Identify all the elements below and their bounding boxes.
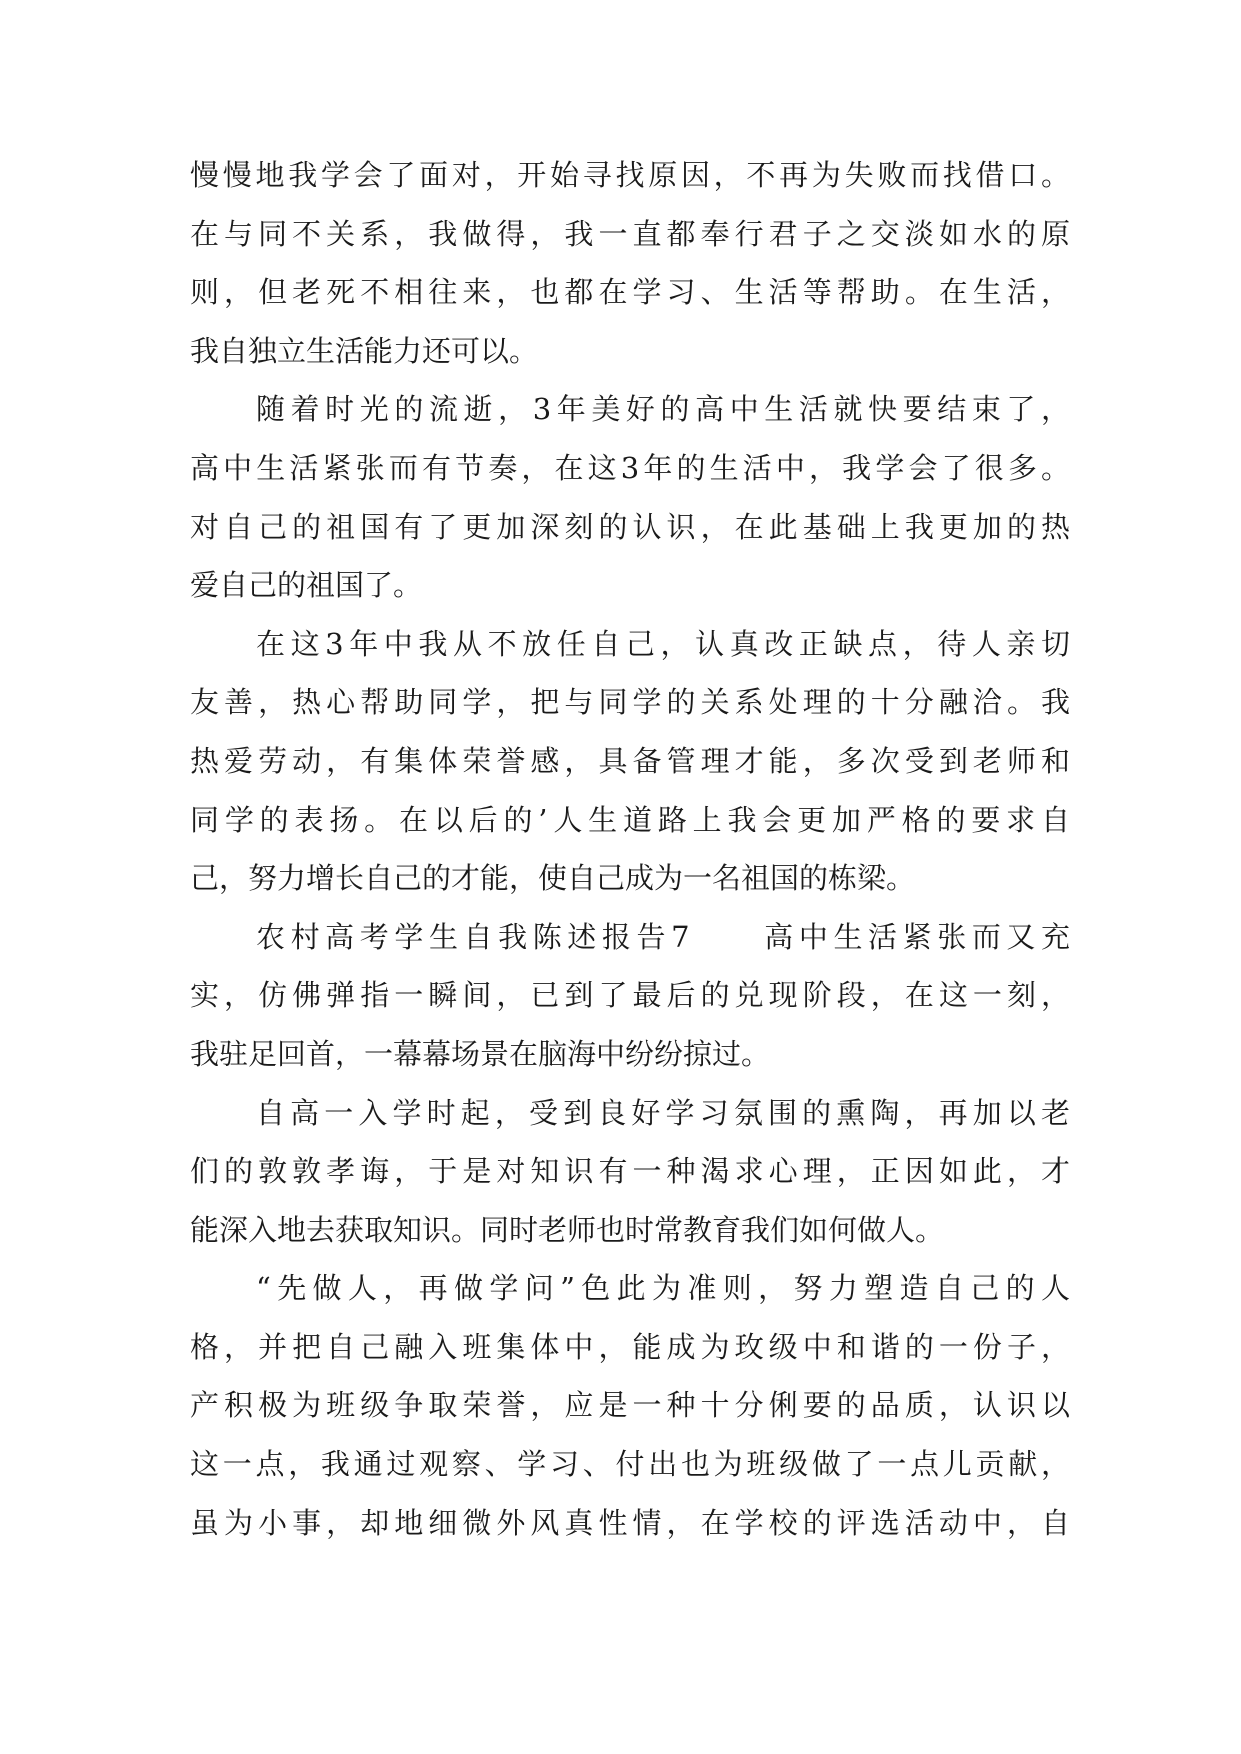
text-line: 格，并把自己融入班集体中，能成为玫级中和谐的一份子， [190,1329,1070,1364]
text-line: 对自己的祖国有了更加深刻的认识，在此基础上我更加的热 [190,509,1070,544]
text-line: 在与同不关系，我做得，我一直都奉行君子之交淡如水的原 [190,216,1070,251]
text-line: 则，但老死不相往来，也都在学习、生活等帮助。在生活， [190,275,1070,310]
text-line: 能深入地去获取知识。同时老师也时常教育我们如何做人。 [190,1212,945,1247]
text-line: 爱自己的祖国了。 [190,568,423,603]
text-line: 虽为小事，却地细微外风真性情，在学校的评选活动中，自 [190,1505,1070,1540]
text-line: 这一点，我通过观察、学习、付出也为班级做了一点儿贡献， [190,1447,1070,1482]
text-line: 热爱劳动，有集体荣誉感，具备管理才能，多次受到老师和 [190,743,1070,778]
text-line: 们的敦敦孝诲，于是对知识有一种渴求心理，正因如此，才 [190,1154,1070,1189]
paragraph-first-line: 随着时光的流逝，3年美好的高中生活就快要结束了， [256,392,1070,427]
text-line: 慢慢地我学会了面对，开始寻找原因，不再为失败而找借口。 [190,158,1070,192]
text-line: 己，努力增长自己的才能，使自己成为一名祖国的栋梁。 [190,861,916,896]
document-body [190,146,1070,1552]
text-line: 实，仿佛弹指一瞬间，已到了最后的兑现阶段，在这一刻， [190,978,1070,1013]
text-line: 高中生活紧张而有节奏，在这3年的生活中，我学会了很多。 [190,450,1070,485]
paragraph-first-line: 农村高考学生自我陈述报告7 高中生活紧张而又充 [256,919,1070,954]
paragraph-first-line: 自高一入学时起，受到良好学习氛围的熏陶，再加以老 [256,1095,1070,1130]
text-line: 同学的表扬。在以后的’人生道路上我会更加严格的要求自 [190,802,1070,837]
paragraph-first-line: “先做人，再做学问”色此为准则，努力塑造自己的人 [256,1271,1070,1306]
text-line: 产积极为班级争取荣誉，应是一种十分俐要的品质，认识以 [190,1388,1070,1423]
paragraph-first-line: 在这3年中我从不放任自己，认真改正缺点，待人亲切 [256,626,1070,661]
text-line: 我自独立生活能力还可以。 [190,333,539,368]
text-line: 友善，热心帮助同学，把与同学的关系处理的十分融洽。我 [190,685,1070,720]
text-line: 我驻足回首，一幕幕场景在脑海中纷纷掠过。 [190,1036,771,1071]
